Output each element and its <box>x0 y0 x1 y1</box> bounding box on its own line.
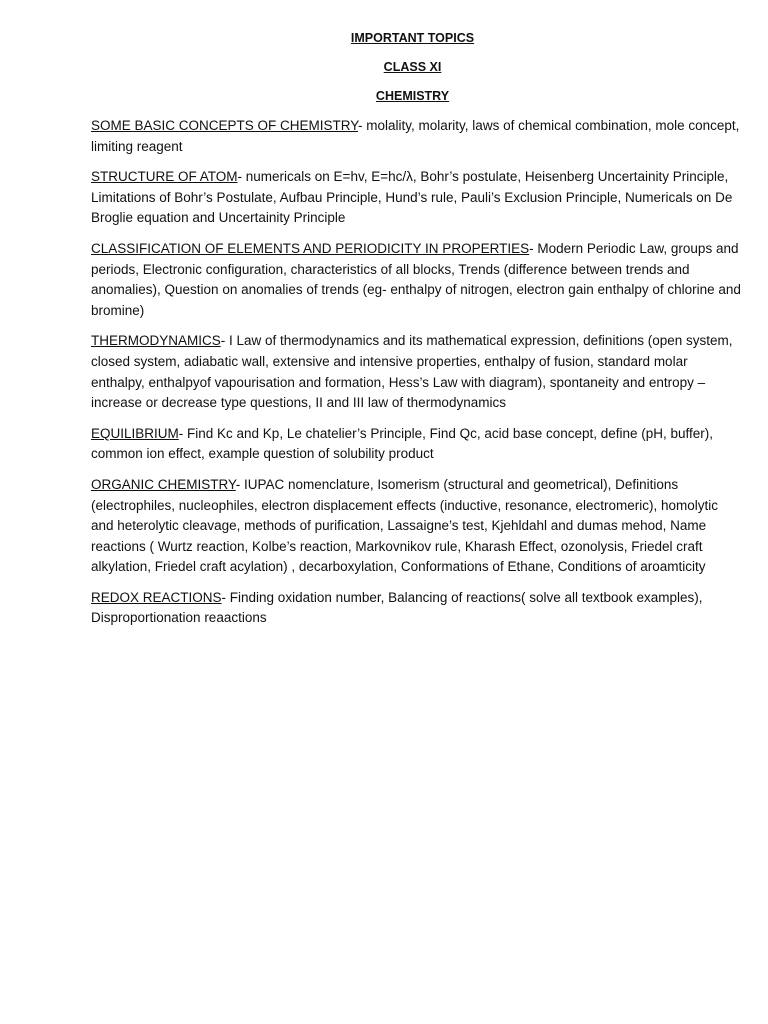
subject-heading: CHEMISTRY <box>375 89 450 103</box>
topic-paragraph <box>91 424 743 465</box>
topic-details: - Finding oxidation number, Balancing of reactions( solve all textbook examples), Disproportionation reaactions <box>91 589 703 626</box>
topic-paragraph <box>91 588 743 629</box>
topic-details: - Find Kc and Kp, Le chatelier’s Principle, Find Qc, acid base concept, define (pH, buffer), common ion effect, example question of solubility product <box>91 425 714 462</box>
class-label: CLASS XI <box>383 60 442 74</box>
topic-name: CLASSIFICATION OF ELEMENTS AND PERIODICITY IN PROPERTIES <box>91 240 530 256</box>
topic-paragraph <box>91 475 743 578</box>
topic-name: ORGANIC CHEMISTRY <box>91 476 236 492</box>
topic-details: - molality, molarity, laws of chemical combination, mole concept, limiting reagent <box>91 118 740 154</box>
topic-paragraph <box>91 116 743 157</box>
topics-list <box>91 116 743 639</box>
document-title: IMPORTANT TOPICS <box>350 31 475 45</box>
topic-paragraph <box>91 331 743 413</box>
topic-paragraph <box>91 239 743 321</box>
topic-details: - IUPAC nomenclature, Isomerism (structural and geometrical), Definitions (electrophiles, nucleophiles, electron displacement effects (inductive, resonance, electromeric), homolytic and heterolytic cleavage, methods of purification, Lassaigne’s test, Kjehldahl and dumas mehod, Name reactions ( Wurtz reaction, Kolbe’s reaction, Markovnikov rule, Kharash Effect, ozonolysis, Friedel craft alkylation, Friedel craft acylation) , decarboxylation, Conformations of Ethane, Conditions of aroamticity <box>91 476 719 575</box>
topic-details: - I Law of thermodynamics and its mathematical expression, definitions (open system, closed system, adiabatic wall, extensive and intensive properties, enthalpy of fusion, standard molar enthalpy, enthalpyof vapourisation and formation, Hess’s Law with diagram), spontaneity and entropy – increase or decrease type questions, II and III law of thermodynamics <box>91 333 733 411</box>
topic-name: THERMODYNAMICS <box>91 333 221 349</box>
topic-name: STRUCTURE OF ATOM <box>91 169 238 185</box>
topic-name: REDOX REACTIONS <box>91 589 222 605</box>
topic-paragraph <box>91 167 743 229</box>
topic-name: EQUILIBRIUM <box>91 425 179 441</box>
topic-details: - numericals on E=hv, E=hc/λ, Bohr’s postulate, Heisenberg Uncertainity Principle, Limitations of Bohr’s Postulate, Aufbau Principle, Hund’s rule, Pauli’s Exclusion Principle, Numericals on De Broglie equation and Uncertainity Principle <box>91 169 733 226</box>
topic-details: - Modern Periodic Law, groups and periods, Electronic configuration, characteristics of all blocks, Trends (difference between trends and anomalies), Question on anomalies of trends (eg- enthalpy of nitrogen, electron gain enthalpy of chlorine and bromine) <box>91 240 741 318</box>
topic-name: SOME BASIC CONCEPTS OF CHEMISTRY <box>91 118 359 133</box>
